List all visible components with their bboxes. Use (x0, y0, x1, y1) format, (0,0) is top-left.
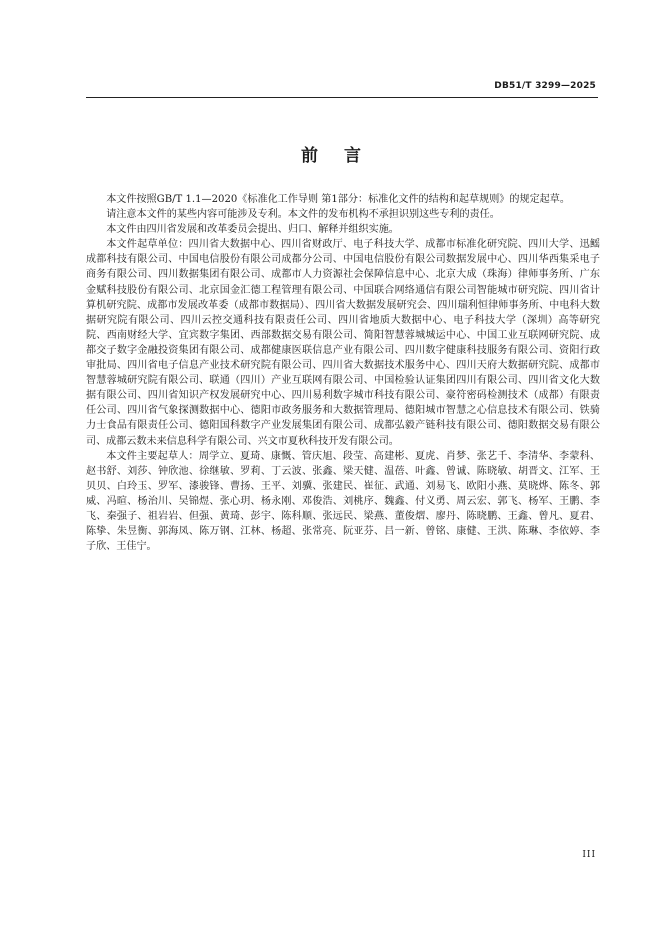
header-rule (86, 97, 598, 98)
paragraph-standard-basis: 本文件按照GB/T 1.1—2020《标准化工作导则 第1部分：标准化文件的结构和起草规则》的规定起草。 (106, 194, 570, 205)
document-number: DB51/T 3299—2025 (494, 81, 596, 91)
page-title: 前言 (301, 146, 387, 166)
paragraph-drafters: 本文件主要起草人：周学立、夏琦、康慨、管庆旭、段莹、高建彬、夏虎、肖梦、张艺千、李清华、李蒙科、赵书舒、刘莎、钟欣池、徐继敏、罗莉、丁云波、张鑫、梁天健、温蓓、叶鑫、曾诚、陈晓敏、胡晋文、江军、王贝贝、白玲玉、罗军、漆骏锋、曹扬、王平、刘骥、张建民、崔征、武通、刘易飞、欧阳小燕、莫晓烨、陈冬、郭威、冯暄、杨治川、吴锦煜、张心玥、杨永刚、邓俊浩、刘桃序、魏鑫、付义勇、周云宏、郭飞、杨军、王鹏、李飞、秦强子、祖岩岩、但强、黄琦、彭宇、陈科顺、张远民、梁燕、董俊熠、廖丹、陈晓鹏、王鑫、曾凡、夏君、陈挚、朱昱衡、郭海凤、陈万钢、江林、杨超、张常亮、阮亚芬、吕一新、曾铭、康健、王洪、陈琳、李依婷、李子欣、王佳宁。 (86, 450, 600, 553)
page-number: III (582, 850, 596, 860)
paragraph-patent-notice: 请注意本文件的某些内容可能涉及专利。本文件的发布机构不承担识别这些专利的责任。 (106, 209, 500, 221)
foreword-body (86, 192, 600, 554)
paragraph-proposer: 本文件由四川省发展和改革委员会提出、归口、解释并组织实施。 (106, 224, 399, 236)
paragraph-drafting-units: 本文件起草单位：四川省大数据中心、四川省财政厅、电子科技大学、成都市标准化研究院、四川大学、迅鳐成都科技有限公司、中国电信股份有限公司成都分公司、中国电信股份有限公司数据发展中心、四川华西集采电子商务有限公司、四川数据集团有限公司、成都市人力资源社会保障信息中心、北京大成（珠海）律师事务所、广东金赋科技股份有限公司、北京国金汇德工程管理有限公司、中国联合网络通信有限公司智能城市研究院、四川省计算机研究院、成都市发展改革委（成都市数据局）、四川省大数据发展研究会、四川瑞利恒律师事务所、中电科大数据研究院有限公司、四川云控交通科技有限责任公司、四川省地质大数据中心、电子科技大学（深圳）高等研究院、西南财经大学、宜宾数字集团、西部数据交易有限公司、简阳智慧蓉城城运中心、中国工业互联网研究院、成都交子数字金融投资集团有限公司、成都健康医联信息产业有限公司、四川数字健康科技服务有限公司、资阳行政审批局、四川省电子信息产业技术研究院有限公司、四川省大数据技术服务中心、四川天府大数据研究院、成都市智慧蓉城研究院有限公司、联通（四川）产业互联网有限公司、中国检验认证集团四川有限公司、四川省文化大数据有限公司、四川省知识产权发展研究中心、四川易利数字城市科技有限公司、豪符密码检测技术（成都）有限责任公司、四川省气象探测数据中心、德阳市政务服务和大数据管理局、德阳城市智慧之心信息技术有限公司、铁骑力士食品有限责任公司、德阳国科数字产业发展集团有限公司、成都弘毅产链科技有限公司、德阳数据交易有限公司、成都云数未来信息科学有限公司、兴文市夏秋科技开发有限公司。 (86, 239, 600, 447)
